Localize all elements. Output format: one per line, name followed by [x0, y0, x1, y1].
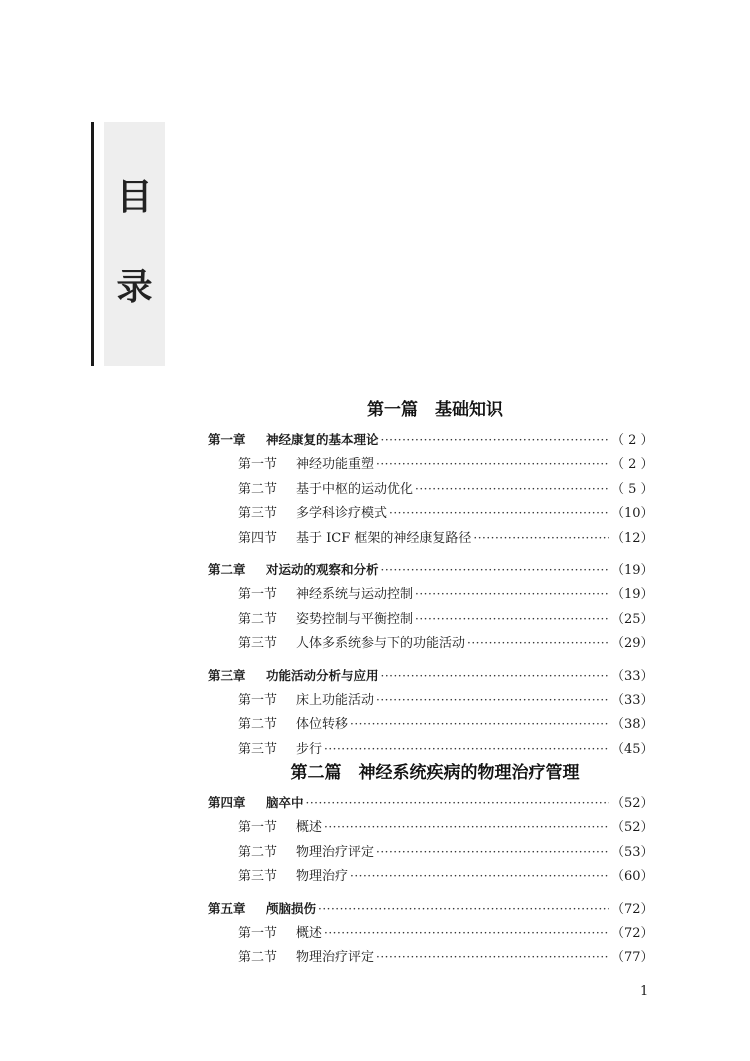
page-ref: （12）	[611, 530, 654, 546]
section-entry[interactable]	[208, 945, 653, 969]
chapter-number: 第二章	[208, 561, 246, 577]
section-number: 第二节	[238, 950, 278, 966]
section-entry[interactable]	[208, 477, 653, 501]
chapter-label	[208, 558, 379, 582]
section-title: 物理治疗	[296, 869, 349, 885]
section-label	[238, 527, 471, 551]
section-title: 多学科诊疗模式	[296, 506, 388, 522]
page-ref: （53）	[611, 844, 654, 860]
page-ref: （25）	[611, 611, 654, 627]
page-ref: （72）	[611, 901, 654, 917]
dot-leader	[376, 452, 609, 476]
page-ref: （33）	[611, 692, 654, 708]
dot-leader	[389, 501, 609, 525]
chapter-title: 对运动的观察和分析	[266, 561, 379, 577]
chapter-group	[208, 897, 653, 970]
section-label	[238, 502, 387, 526]
section-title: 概述	[296, 820, 323, 836]
dot-leader	[324, 815, 609, 839]
toc-part-2	[208, 791, 653, 970]
chapter-number: 第一章	[208, 432, 246, 447]
section-number: 第三节	[238, 506, 278, 522]
chapter-entry[interactable]	[208, 897, 653, 921]
title-panel	[104, 122, 165, 366]
dot-leader	[376, 840, 609, 864]
section-label	[238, 816, 322, 840]
section-label	[238, 946, 374, 970]
section-label	[238, 689, 374, 713]
page-ref: （52）	[611, 796, 654, 811]
section-entry[interactable]	[208, 631, 653, 655]
chapter-title: 脑卒中	[266, 795, 304, 810]
section-entry[interactable]	[208, 921, 653, 945]
dot-leader	[415, 477, 609, 501]
section-number: 第一节	[238, 925, 278, 941]
chapter-title: 颅脑损伤	[266, 900, 317, 916]
page-ref: （72）	[611, 925, 654, 941]
section-title: 步行	[296, 741, 323, 757]
section-entry[interactable]	[208, 607, 653, 631]
section-number: 第二节	[238, 481, 278, 497]
dot-leader	[381, 428, 609, 452]
section-label	[238, 922, 322, 946]
dot-leader	[376, 945, 609, 969]
section-label	[238, 738, 322, 762]
section-number: 第一节	[238, 820, 278, 836]
section-label	[238, 841, 374, 865]
dot-leader	[318, 897, 609, 921]
section-label	[238, 583, 413, 607]
section-number: 第一节	[238, 587, 278, 603]
section-label	[238, 453, 374, 477]
section-title: 床上功能活动	[296, 692, 375, 708]
page-ref: （ 2 ）	[611, 433, 654, 448]
chapter-entry[interactable]	[208, 428, 653, 452]
section-label	[238, 865, 348, 889]
chapter-group	[208, 428, 653, 550]
chapter-group	[208, 791, 653, 889]
dot-leader	[381, 664, 609, 688]
dot-leader	[381, 558, 609, 582]
dot-leader	[350, 712, 609, 736]
page-ref: （ 2 ）	[611, 457, 654, 473]
chapter-label	[208, 428, 379, 452]
section-number: 第一节	[238, 692, 278, 708]
section-entry[interactable]	[208, 501, 653, 525]
chapter-title: 功能活动分析与应用	[266, 667, 379, 683]
page-ref: （77）	[611, 950, 654, 966]
title-accent-bar	[91, 122, 94, 366]
chapter-label	[208, 791, 304, 815]
page-ref: （19）	[611, 562, 654, 578]
dot-leader	[324, 921, 609, 945]
section-number: 第一节	[238, 457, 278, 473]
section-label	[238, 478, 413, 502]
page-ref: （52）	[611, 820, 654, 836]
page-ref: （33）	[611, 668, 654, 684]
section-title: 物理治疗评定	[296, 844, 375, 860]
toc-title-char-2: 录	[116, 267, 153, 308]
section-title: 体位转移	[296, 717, 349, 733]
page-ref: （60）	[611, 869, 654, 885]
section-number: 第四节	[238, 530, 278, 546]
dot-leader	[376, 688, 609, 712]
dot-leader	[415, 607, 609, 631]
section-entry[interactable]	[208, 815, 653, 839]
page-number: 1	[640, 984, 649, 999]
part-title: 第一篇 基础知识	[367, 400, 503, 420]
section-entry[interactable]	[208, 452, 653, 476]
section-title: 人体多系统参与下的功能活动	[296, 636, 466, 652]
page-ref: （45）	[611, 741, 654, 757]
section-number: 第二节	[238, 717, 278, 733]
page-ref: （ 5 ）	[611, 481, 654, 497]
section-label	[238, 713, 348, 737]
page-ref: （29）	[611, 636, 654, 652]
dot-leader	[467, 631, 609, 655]
chapter-entry[interactable]	[208, 791, 653, 815]
toc-part-1	[208, 428, 653, 761]
section-title: 基于 ICF 框架的神经康复路径	[296, 530, 472, 546]
chapter-group	[208, 558, 653, 656]
dot-leader	[324, 737, 609, 761]
chapter-number: 第五章	[208, 900, 246, 916]
section-title: 神经系统与运动控制	[296, 587, 414, 603]
page-ref: （38）	[611, 717, 654, 733]
section-entry[interactable]	[208, 526, 653, 550]
dot-leader	[306, 791, 609, 815]
chapter-number: 第三章	[208, 667, 246, 683]
toc-title-char-1: 目	[116, 177, 153, 218]
section-number: 第三节	[238, 636, 278, 652]
section-label	[238, 608, 413, 632]
chapter-entry[interactable]	[208, 558, 653, 582]
dot-leader	[415, 582, 609, 606]
section-title: 概述	[296, 925, 323, 941]
section-number: 第三节	[238, 869, 278, 885]
chapter-label	[208, 664, 379, 688]
section-entry[interactable]	[208, 840, 653, 864]
chapter-group	[208, 664, 653, 762]
chapter-entry[interactable]	[208, 664, 653, 688]
section-label	[238, 632, 465, 656]
section-entry[interactable]	[208, 712, 653, 736]
chapter-number: 第四章	[208, 795, 246, 810]
section-title: 神经功能重塑	[296, 457, 375, 473]
dot-leader	[473, 526, 609, 550]
section-title: 物理治疗评定	[296, 950, 375, 966]
page-ref: （19）	[611, 587, 654, 603]
section-number: 第三节	[238, 741, 278, 757]
section-entry[interactable]	[208, 737, 653, 761]
section-title: 基于中枢的运动优化	[296, 481, 414, 497]
section-entry[interactable]	[208, 582, 653, 606]
chapter-title: 神经康复的基本理论	[266, 432, 379, 447]
section-entry[interactable]	[208, 864, 653, 888]
part-title: 第二篇 神经系统疾病的物理治疗管理	[290, 763, 580, 783]
chapter-label	[208, 897, 316, 921]
dot-leader	[350, 864, 609, 888]
section-title: 姿势控制与平衡控制	[296, 611, 414, 627]
page-ref: （10）	[611, 506, 654, 522]
section-number: 第二节	[238, 844, 278, 860]
section-number: 第二节	[238, 611, 278, 627]
section-entry[interactable]	[208, 688, 653, 712]
